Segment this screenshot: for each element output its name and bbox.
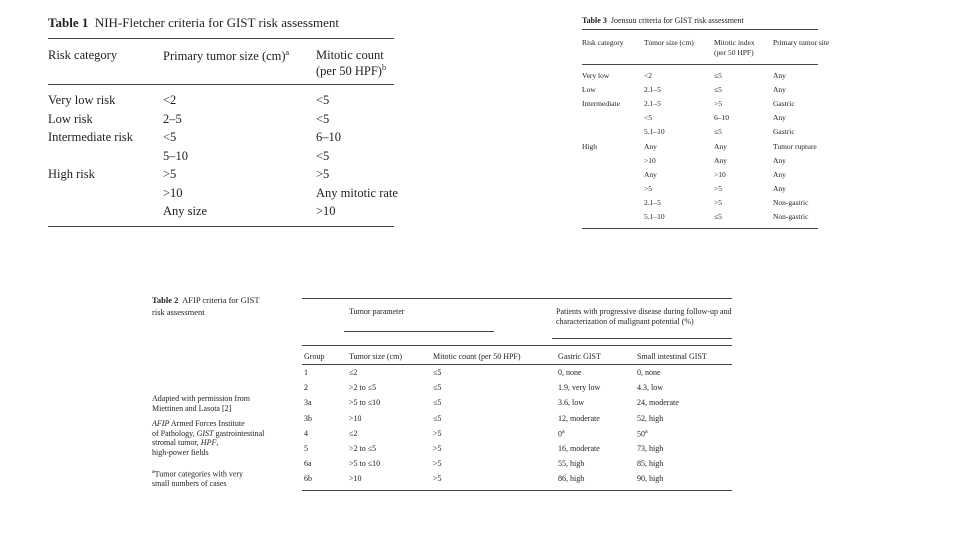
table-1-header-mitotic-sub-text: (per 50 HPF) <box>316 64 382 79</box>
table-2-cell-r7-c1: 6a <box>304 459 312 469</box>
table-3-header-rule <box>582 64 818 65</box>
table-1-header-mitotic: Mitotic count <box>316 48 384 62</box>
table-2-note-gist-abbr: GIST <box>196 428 214 438</box>
table-2-cell-r4-c3: ≤5 <box>433 413 442 423</box>
table-2-cell-r3-c1: 3a <box>304 398 312 408</box>
table-2-cell-r7-c4: 55, high <box>558 459 585 469</box>
table-1-caption <box>48 16 339 31</box>
table-3-cell-r9-c3: >5 <box>714 183 722 193</box>
table-2-cell-r7-c2: >5 to ≤10 <box>349 459 381 469</box>
table-3-header-risk: Risk category <box>582 38 624 47</box>
table-1-top-rule <box>48 38 394 39</box>
table-3-cell-r1-c2: <2 <box>644 71 652 80</box>
table-3-cell-r7-c2: >10 <box>644 155 656 165</box>
table-3-cell-r9-c4: Any <box>773 183 786 193</box>
table-3-cell-r4-c4: Any <box>773 113 786 123</box>
table-2-header-group: Group <box>304 352 325 361</box>
table-1-header-mitotic-sup: b <box>381 63 386 72</box>
table-3-number: Table 3 <box>582 16 607 25</box>
table-1-cell-r1-c1: Very low risk <box>48 93 116 107</box>
table-1-cell-r3-c1: Intermediate risk <box>48 130 134 144</box>
table-1-cell-r6-c3: Any mitotic rate <box>316 185 398 200</box>
table-2-cell-r4-c1: 3b <box>304 413 312 423</box>
table-3-cell-r11-c2: 5.1–10 <box>644 212 665 221</box>
table-2-cell-r5-c2: ≤2 <box>349 428 358 438</box>
table-3-bottom-rule <box>582 228 818 229</box>
table-2-note-of-path: of Pathology, <box>152 428 197 438</box>
table-1-header-rule <box>48 84 394 85</box>
table-2-cell-r1-c4: 0, none <box>558 368 582 377</box>
table-2-group-rule-right <box>552 338 732 339</box>
table-3-cell-r6-c4: Tumor rupture <box>773 141 817 151</box>
table-1-cell-r1-c2: <2 <box>163 93 177 107</box>
table-2-cell-r1-c1: 1 <box>304 368 308 377</box>
table-2-note-afip-line <box>152 419 290 429</box>
table-3-header-mitotic-sub: (per 50 HPF) <box>714 48 754 57</box>
table-3-cell-r1-c1: Very low <box>582 71 610 80</box>
table-2-cell-r4-c2: >10 <box>349 413 362 423</box>
table-2-cell-r7-c5: 85, high <box>637 459 664 469</box>
table-2-grid <box>302 296 732 496</box>
table-1-cell-r5-c3: >5 <box>316 167 330 181</box>
table-3-cell-r8-c2: Any <box>644 169 657 179</box>
table-2-cell-r2-c1: 2 <box>304 383 308 393</box>
table-3-cell-r2-c4: Any <box>773 85 786 95</box>
table-2-group-rule-left <box>344 331 494 332</box>
table-2-note-stromal-line: stromal tumor, HPF, <box>152 438 219 448</box>
table-2-cell-r2-c5: 4.3, low <box>637 383 663 393</box>
table-2-note-adapted <box>152 394 290 413</box>
table-3-cell-r8-c4: Any <box>773 169 786 179</box>
table-2-subheader-rule <box>302 364 732 365</box>
table-2-note-afip-text: Armed Forces Institute <box>169 419 245 428</box>
table-3-cell-r3-c4: Gastric <box>773 99 795 109</box>
table-2-cell-r8-c3: >5 <box>433 474 442 484</box>
table-3-cell-r3-c1: Intermediate <box>582 99 620 109</box>
table-2-footnote-line1-wrap <box>152 469 290 479</box>
table-3-cell-r6-c1: High <box>582 141 597 151</box>
table-2-cell-r4-c5: 52, high <box>637 413 664 423</box>
table-2-cell-r8-c4: 86, high <box>558 474 585 484</box>
table-1-header-size-text: Primary tumor size (cm) <box>163 49 286 64</box>
table-2-cell-r2-c3: ≤5 <box>433 383 442 393</box>
table-2-note-hpf-text: high-power fields <box>152 447 209 457</box>
table-2-cell-r8-c1: 6b <box>304 474 312 484</box>
table-3 <box>582 16 830 232</box>
table-2-cell-r6-c2: >2 to ≤5 <box>349 444 377 453</box>
table-2-group-header-left: Tumor parameter <box>349 307 405 316</box>
table-3-cell-r2-c2: 2.1–5 <box>644 85 661 95</box>
table-3-header-mitotic: Mitotic index <box>714 38 755 47</box>
table-2-title-line2: risk assessment <box>152 307 205 317</box>
table-2-footnote-line2: small numbers of cases <box>152 479 227 489</box>
table-2-cell-r8-c2: >10 <box>349 474 362 484</box>
table-1-bottom-rule <box>48 226 394 227</box>
table-1-title: NIH-Fletcher criteria for GIST risk assessment <box>94 15 340 30</box>
table-2-note-adapted-line2: Miettinen and Lasota [2] <box>152 403 232 413</box>
table-2-header-size: Tumor size (cm) <box>349 352 403 361</box>
table-3-header-size: Tumor size (cm) <box>644 38 694 47</box>
table-3-cell-r5-c3: ≤5 <box>714 127 722 137</box>
table-1 <box>48 15 398 228</box>
table-2-cell-r3-c3: ≤5 <box>433 398 442 408</box>
table-2-header-gastric: Gastric GIST <box>558 352 601 361</box>
table-1-cell-r2-c1: Low risk <box>48 111 93 126</box>
table-2-row4-gastric-sup: a <box>562 428 565 435</box>
table-1-cell-r4-c2: 5–10 <box>163 148 188 163</box>
table-2-row4-small-sup: a <box>645 428 648 435</box>
table-2-bottom-rule <box>302 490 732 491</box>
table-3-cell-r7-c4: Any <box>773 155 786 165</box>
table-2-cell-r5-c4: 0$^a$ <box>558 428 565 439</box>
table-1-number: Table 1 <box>48 15 89 30</box>
table-3-cell-r6-c3: Any <box>714 141 727 151</box>
table-3-cell-r9-c2: >5 <box>644 183 652 193</box>
table-3-title: Joensuu criteria for GIST risk assessment <box>610 16 744 25</box>
table-2-cell-r5-c5: 50$^a$ <box>637 428 648 439</box>
table-2-cell-r3-c4: 3.6, low <box>558 398 584 408</box>
table-1-header-mitotic-sub <box>316 63 386 79</box>
table-2-footnote <box>152 469 290 489</box>
table-3-cell-r2-c3: ≤5 <box>714 85 722 95</box>
table-1-header-risk: Risk category <box>48 48 118 62</box>
table-3-header-site: Primary tumor site <box>773 38 830 47</box>
table-1-cell-r2-c2: 2–5 <box>163 111 182 126</box>
table-1-cell-r4-c3: <5 <box>316 148 330 163</box>
table-2-cell-r6-c4: 16, moderate <box>558 444 600 453</box>
table-3-cell-r2-c1: Low <box>582 85 596 95</box>
table-2-note-stromal: stromal tumor, <box>152 438 201 448</box>
table-2-cell-r6-c1: 5 <box>304 444 308 453</box>
table-2-cell-r7-c3: >5 <box>433 459 442 469</box>
table-3-cell-r3-c2: 2.1–5 <box>644 99 661 109</box>
table-2-cell-r3-c2: >5 to ≤10 <box>349 398 381 408</box>
table-2-note-afip-abbr: AFIP <box>152 419 170 428</box>
table-2-cell-r6-c5: 73, high <box>637 444 664 453</box>
table-3-cell-r10-c2: 2.1–5 <box>644 197 661 207</box>
table-1-header-size <box>163 48 289 64</box>
table-2-group-header-right: Patients with progressive disease during follow-up and characterization of malignant potential (%) <box>556 307 732 326</box>
table-3-top-rule <box>582 29 818 30</box>
table-2-note-adapted-line1: Adapted with permission from <box>152 394 250 403</box>
table-3-cell-r4-c3: 6–10 <box>714 113 729 123</box>
table-2-cell-r1-c3: ≤5 <box>433 368 442 377</box>
table-3-cell-r5-c2: 5.1–10 <box>644 127 665 137</box>
table-2-cell-r1-c5: 0, none <box>637 368 661 377</box>
table-1-cell-r2-c3: <5 <box>316 111 330 126</box>
table-3-cell-r3-c3: >5 <box>714 99 722 109</box>
table-2-footnote-line1: Tumor categories with very <box>154 469 244 479</box>
table-2-cell-r8-c5: 90, high <box>637 474 664 484</box>
table-3-cell-r7-c3: Any <box>714 155 727 165</box>
table-3-cell-r11-c3: ≤5 <box>714 212 722 221</box>
table-1-cell-r7-c2: Any size <box>163 204 208 218</box>
table-2-note-gist-text: gastrointestinal <box>213 428 265 438</box>
table-3-cell-r6-c2: Any <box>644 141 657 151</box>
table-2-cell-r2-c4: 1.9, very low <box>558 383 601 393</box>
table-3-cell-r1-c3: ≤5 <box>714 71 722 80</box>
table-1-cell-r5-c1: High risk <box>48 167 95 181</box>
table-2-cell-r2-c2: >2 to ≤5 <box>349 383 377 393</box>
table-3-caption <box>582 16 744 25</box>
table-2-title-line1: AFIP criteria for GIST <box>182 295 260 305</box>
table-3-cell-r5-c4: Gastric <box>773 127 795 137</box>
table-2-cell-r3-c5: 24, moderate <box>637 398 679 408</box>
table-2-note-abbrev <box>152 419 290 457</box>
table-2-footnote-mark: a <box>152 469 155 475</box>
table-2 <box>152 296 732 496</box>
table-2-note-gist-line <box>152 429 290 439</box>
table-3-cell-r10-c3: >5 <box>714 197 722 207</box>
table-1-header-size-sup: a <box>285 48 290 57</box>
table-2-note-hpf-abbr: HPF <box>200 438 217 448</box>
table-1-cell-r3-c2: <5 <box>163 130 177 144</box>
table-2-cell-r5-c3: >5 <box>433 428 442 438</box>
table-1-cell-r1-c3: <5 <box>316 93 330 107</box>
table-2-caption <box>152 296 260 306</box>
table-2-cell-r6-c3: >5 <box>433 444 442 453</box>
table-2-top-rule <box>302 298 732 299</box>
table-2-cell-r5-c1: 4 <box>304 428 308 438</box>
table-2-cell-r4-c4: 12, moderate <box>558 413 600 423</box>
table-3-cell-r10-c4: Non-gastric <box>773 197 809 207</box>
table-2-header-mitotic: Mitotic count (per 50 HPF) <box>433 352 521 361</box>
table-1-cell-r5-c2: >5 <box>163 167 177 181</box>
table-1-cell-r3-c3: 6–10 <box>316 130 341 144</box>
table-1-cell-r7-c3: >10 <box>316 204 336 218</box>
table-2-header-rule <box>302 345 732 346</box>
table-3-cell-r8-c3: >10 <box>714 169 726 179</box>
table-3-cell-r1-c4: Any <box>773 71 786 80</box>
table-2-cell-r1-c2: ≤2 <box>349 368 358 377</box>
table-3-cell-r4-c2: <5 <box>644 113 652 123</box>
table-3-cell-r11-c4: Non-gastric <box>773 212 809 221</box>
table-1-cell-r6-c2: >10 <box>163 185 183 200</box>
table-2-header-small: Small intestinal GIST <box>637 352 707 361</box>
table-2-number: Table 2 <box>152 295 179 305</box>
